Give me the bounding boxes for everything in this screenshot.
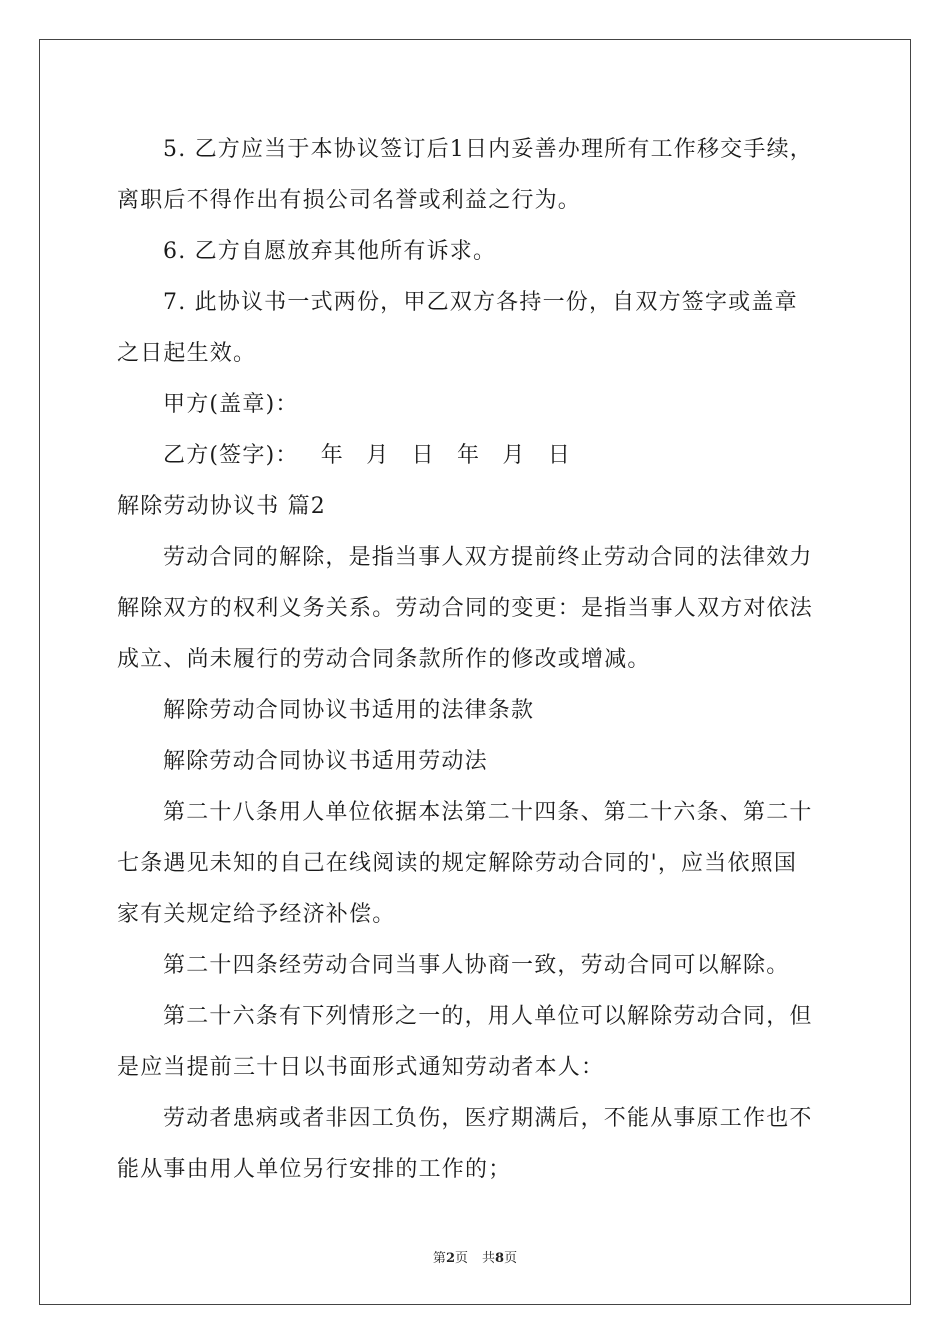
paragraph-line: 5. 乙方应当于本协议签订后1日内妥善办理所有工作移交手续， <box>163 137 813 162</box>
party-b-signature-label: 乙方(签字)： <box>163 443 299 468</box>
paragraph-line: 第二十四条经劳动合同当事人协商一致，劳动合同可以解除。 <box>163 953 790 978</box>
section-heading: 解除劳动协议书 篇2 <box>117 494 326 519</box>
paragraph-line: 解除劳动合同协议书适用劳动法 <box>163 749 488 774</box>
date-day-field: 日 <box>411 443 435 468</box>
paragraph-line: 是应当提前三十日以书面形式通知劳动者本人： <box>117 1055 605 1080</box>
paragraph-line: 解除劳动合同协议书适用的法律条款 <box>163 698 535 723</box>
paragraph-line: 家有关规定给予经济补偿。 <box>117 902 396 927</box>
paragraph-line: 第二十六条有下列情形之一的，用人单位可以解除劳动合同，但 <box>163 1004 813 1029</box>
page-prefix: 第 <box>432 1251 446 1266</box>
page-suffix: 页 <box>454 1251 468 1266</box>
paragraph-line: 成立、尚未履行的劳动合同条款所作的修改或增减。 <box>117 647 651 672</box>
party-a-seal-label: 甲方(盖章)： <box>163 392 299 417</box>
total-suffix: 页 <box>504 1251 518 1266</box>
date-year-field: 年 <box>320 443 344 468</box>
date-day-field: 日 <box>547 443 572 468</box>
paragraph-line: 七条遇见未知的自己在线阅读的规定解除劳动合同的'，应当依照国 <box>117 851 798 876</box>
total-prefix: 共 <box>482 1251 496 1266</box>
date-month-field: 月 <box>502 443 526 468</box>
date-month-field: 月 <box>366 443 390 468</box>
total-pages-number: 8 <box>495 1251 505 1266</box>
paragraph-line: 劳动合同的解除，是指当事人双方提前终止劳动合同的法律效力 <box>163 545 813 570</box>
page-footer <box>0 1247 950 1266</box>
paragraph-line: 能从事由用人单位另行安排的工作的； <box>117 1157 512 1182</box>
document-body <box>117 124 837 1195</box>
paragraph-line: 之日起生效。 <box>117 341 257 366</box>
paragraph-line: 6. 乙方自愿放弃其他所有诉求。 <box>163 239 497 264</box>
paragraph-line: 7. 此协议书一式两份，甲乙双方各持一份，自双方签字或盖章 <box>163 290 798 315</box>
paragraph-line: 解除双方的权利义务关系。劳动合同的变更：是指当事人双方对依法 <box>117 596 814 621</box>
paragraph-line: 第二十八条用人单位依据本法第二十四条、第二十六条、第二十 <box>163 800 813 825</box>
paragraph-line: 劳动者患病或者非因工负伤，医疗期满后，不能从事原工作也不 <box>163 1106 813 1131</box>
party-b-signature-line <box>117 430 837 481</box>
paragraph-line: 离职后不得作出有损公司名誉或利益之行为。 <box>117 188 582 213</box>
date-year-field: 年 <box>457 443 481 468</box>
current-page-number: 2 <box>445 1251 455 1266</box>
